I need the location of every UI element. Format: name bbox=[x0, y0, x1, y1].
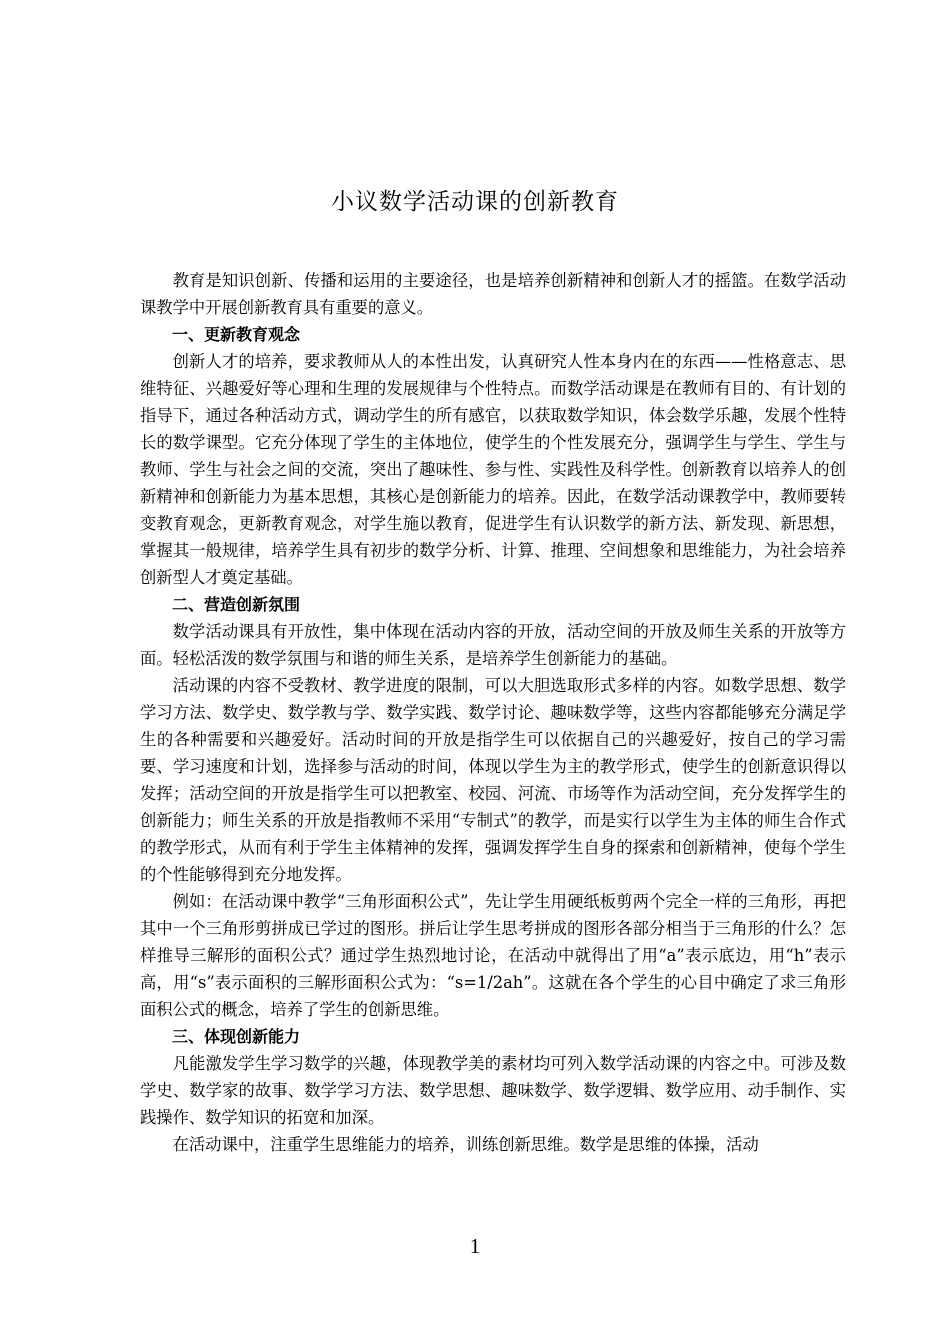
document-title: 小议数学活动课的创新教育 bbox=[331, 189, 619, 215]
section-heading: 二、营造创新氛围 bbox=[172, 595, 301, 614]
section-heading: 三、体现创新能力 bbox=[172, 1027, 301, 1046]
paragraph: 例如：在活动课中教学“三角形面积公式”，先让学生用硬纸板剪两个完全一样的三角形，再把其中一个三角形剪拼成已学过的图形。拼后让学生思考拼成的图形各部分相当于三角形的什么？怎样推导三解形的面积公式？通过学生热烈地讨论，在活动中就得出了用“a”表示底边，用“h”表示高，用“s”表示面积的三解形面积公式为：“s=1/2ah”。这就在各个学生的心目中确定了求三角形面积公式的概念，培养了学生的创新思维。 bbox=[140, 892, 846, 1019]
paragraph: 活动课的内容不受教材、教学进度的限制，可以大胆选取形式多样的内容。如数学思想、数学学习方法、数学史、数学教与学、数学实践、数学讨论、趣味数学等，这些内容都能够充分满足学生的各种需要和兴趣爱好。活动时间的开放是指学生可以依据自己的兴趣爱好，按自己的学习需要、学习速度和计划，选择参与活动的时间，体现以学生为主的教学形式，使学生的创新意识得以发挥；活动空间的开放是指学生可以把教室、校园、河流、市场等作为活动空间，充分发挥学生的创新能力；师生关系的开放是指教师不采用“专制式”的教学，而是实行以学生为主体的师生合作式的教学形式，从而有利于学生主体精神的发挥，强调发挥学生自身的探索和创新精神，使每个学生的个性能够得到充分地发挥。 bbox=[140, 676, 846, 884]
paragraph: 在活动课中，注重学生思维能力的培养，训练创新思维。数学是思维的体操，活动 bbox=[172, 1135, 759, 1154]
document-body bbox=[140, 267, 846, 1158]
paragraph: 教育是知识创新、传播和运用的主要途径，也是培养创新精神和创新人才的摇篮。在数学活动课教学中开展创新教育具有重要的意义。 bbox=[140, 271, 846, 317]
paragraph: 凡能激发学生学习数学的兴趣，体现教学美的素材均可列入数学活动课的内容之中。可涉及数学史、数学家的故事、数学学习方法、数学思想、趣味数学、数学逻辑、数学应用、动手制作、实践操作、数学知识的拓宽和加深。 bbox=[140, 1054, 846, 1127]
paragraph: 创新人才的培养，要求教师从人的本性出发，认真研究人性本身内在的东西——性格意志、思维特征、兴趣爱好等心理和生理的发展规律与个性特点。而数学活动课是在教师有目的、有计划的指导下，通过各种活动方式，调动学生的所有感官，以获取数学知识，体会数学乐趣，发展个性特长的数学课型。它充分体现了学生的主体地位，使学生的个性发展充分，强调学生与学生、学生与教师、学生与社会之间的交流，突出了趣味性、参与性、实践性及科学性。创新教育以培养人的创新精神和创新能力为基本思想，其核心是创新能力的培养。因此，在数学活动课教学中，教师要转变教育观念，更新教育观念，对学生施以教育，促进学生有认识数学的新方法、新发现、新思想，掌握其一般规律，培养学生具有初步的数学分析、计算、推理、空间想象和思维能力，为社会培养创新型人才奠定基础。 bbox=[140, 352, 846, 587]
section-heading: 一、更新教育观念 bbox=[172, 325, 301, 344]
paragraph: 数学活动课具有开放性，集中体现在活动内容的开放，活动空间的开放及师生关系的开放等方面。轻松活泼的数学氛围与和谐的师生关系，是培养学生创新能力的基础。 bbox=[140, 622, 846, 668]
page-number: 1 bbox=[469, 1234, 481, 1258]
